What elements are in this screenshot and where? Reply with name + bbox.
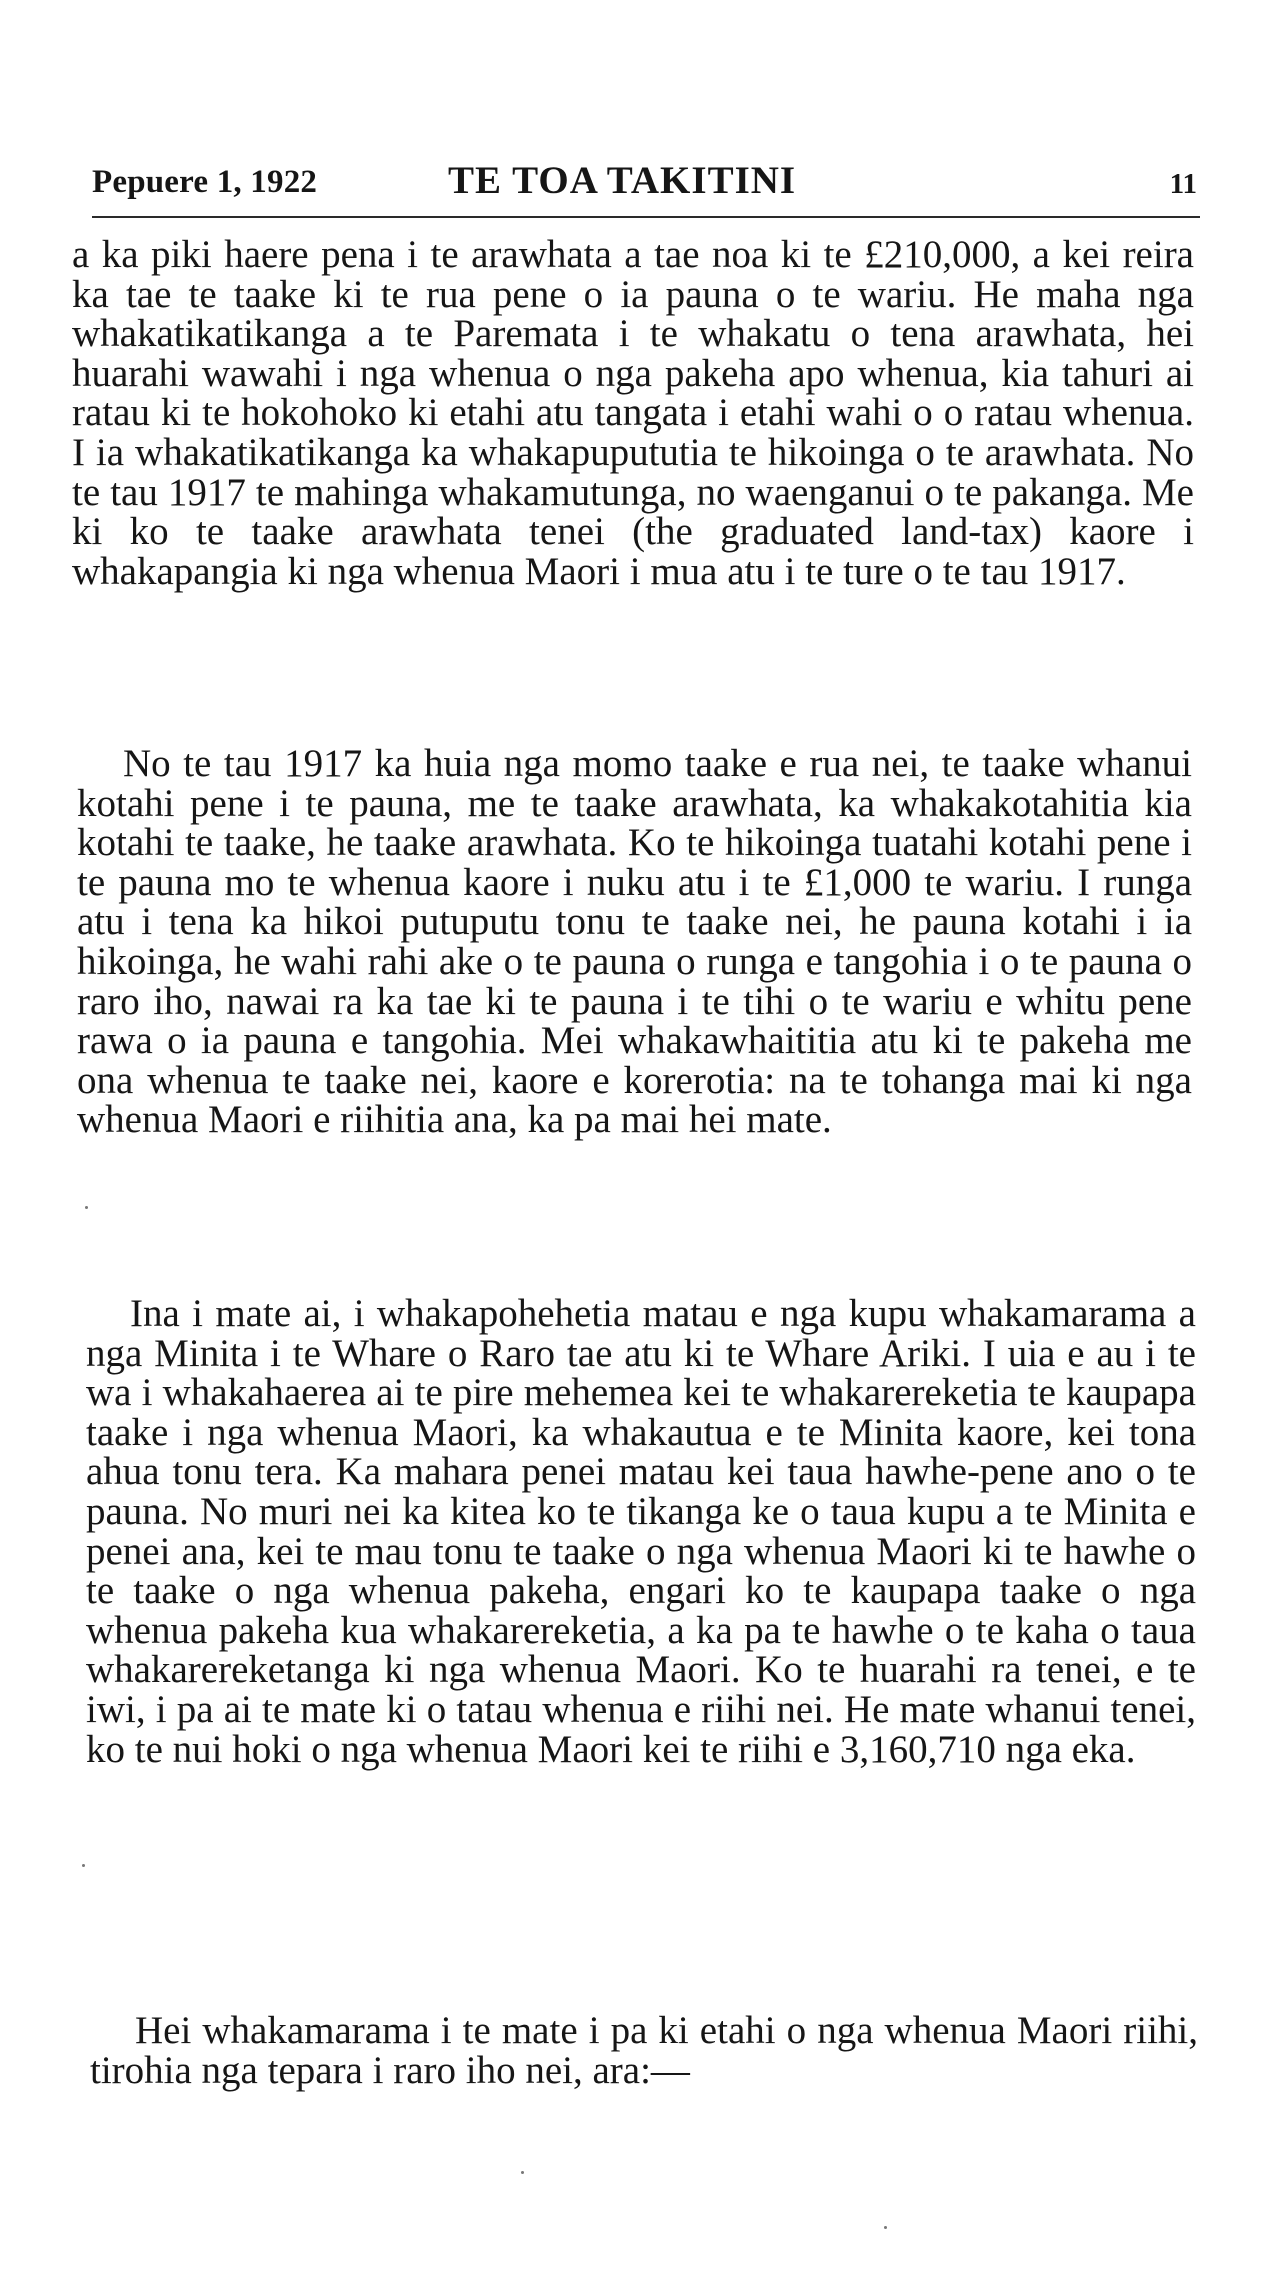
scan-speck [85,1206,88,1209]
publication-title: TE TOA TAKITINI [448,159,797,202]
header-rule [92,216,1200,218]
body-paragraph-4: Hei whakamarama i te mate i pa ki etahi o nga whenua Maori riihi, tirohia nga tepara i raro iho nei, ara:— [90,2009,1198,2092]
scan-speck [521,2171,524,2174]
scan-speck [82,1864,85,1867]
running-head [92,158,1197,206]
body-paragraph-1: a ka piki haere pena i te arawhata a tae noa ki te £210,000, a kei reira ka tae te taake ki te rua pene o ia pauna o te wariu. He maha nga whakatikatikanga a te Paremata i te whakatu o tena arawhata, hei huarahi wawahi i nga whenua o nga pakeha apo whenua, kia tahuri ai ratau ki te hokohoko ki etahi atu tangata i etahi wahi o o ratau whenua. I ia whakatikatikanga ka whakapupututia te hikoinga o te arawhata. No te tau 1917 te mahinga whakamutunga, no waenganui o te pakanga. Me ki ko te taake arawhata tenei (the graduated land-tax) kaore i whakapangia ki nga whenua Maori i mua atu i te ture o te tau 1917. [72,233,1194,593]
issue-date: Pepuere 1, 1922 [92,164,318,200]
body-paragraph-2: No te tau 1917 ka huia nga momo taake e rua nei, te taake whanui kotahi pene i te pauna, me te taake arawhata, ka whakakotahitia kia kotahi te taake, he taake arawhata. Ko te hikoinga tuatahi kotahi pene i te pauna mo te whenua kaore i nuku atu i te £1,000 te wariu. I runga atu i tena ka hikoi putuputu tonu te taake nei, he pauna kotahi i ia hikoinga, he wahi rahi ake o te pauna o runga e tangohia i o te pauna o raro iho, nawai ra ka tae ki te pauna i te tihi o te wariu e whitu pene rawa o ia pauna e tangohia. Mei whakawhaititia atu ki te pakeha me ona whenua te taake nei, kaore e korerotia: na te tohanga mai ki nga whenua Maori e riihitia ana, ka pa mai hei mate. [77,742,1192,1142]
body-paragraph-3: Ina i mate ai, i whakapohehetia matau e nga kupu whakamarama a nga Minita i te Whare o Raro tae atu ki te Whare Ariki. I uia e au i te wa i whakahaerea ai te pire mehemea kei te whakarereketia te kaupapa taake i nga whenua Maori, ka whakautua e te Minita kaore, kei tona ahua tonu tera. Ka mahara penei matau kei taua hawhe-pene ano o te pauna. No muri nei ka kitea ko te tikanga ke o taua kupu a te Minita e penei ana, kei te mau tonu te taake o nga whenua Maori ki te hawhe o te taake o nga whenua pakeha, engari ko te kaupapa taake o nga whenua pakeha kua whakarereketia, a ka pa te hawhe o te kaha o taua whakarereketanga ki nga whenua Maori. Ko te huarahi ra tenei, e te iwi, i pa ai te mate ki o tatau whenua e riihi nei. He mate whanui tenei, ko te nui hoki o nga whenua Maori kei te riihi e 3,160,710 nga eka. [86,1292,1196,1771]
page-number: 11 [1169,168,1197,200]
scan-speck [884,2226,887,2229]
